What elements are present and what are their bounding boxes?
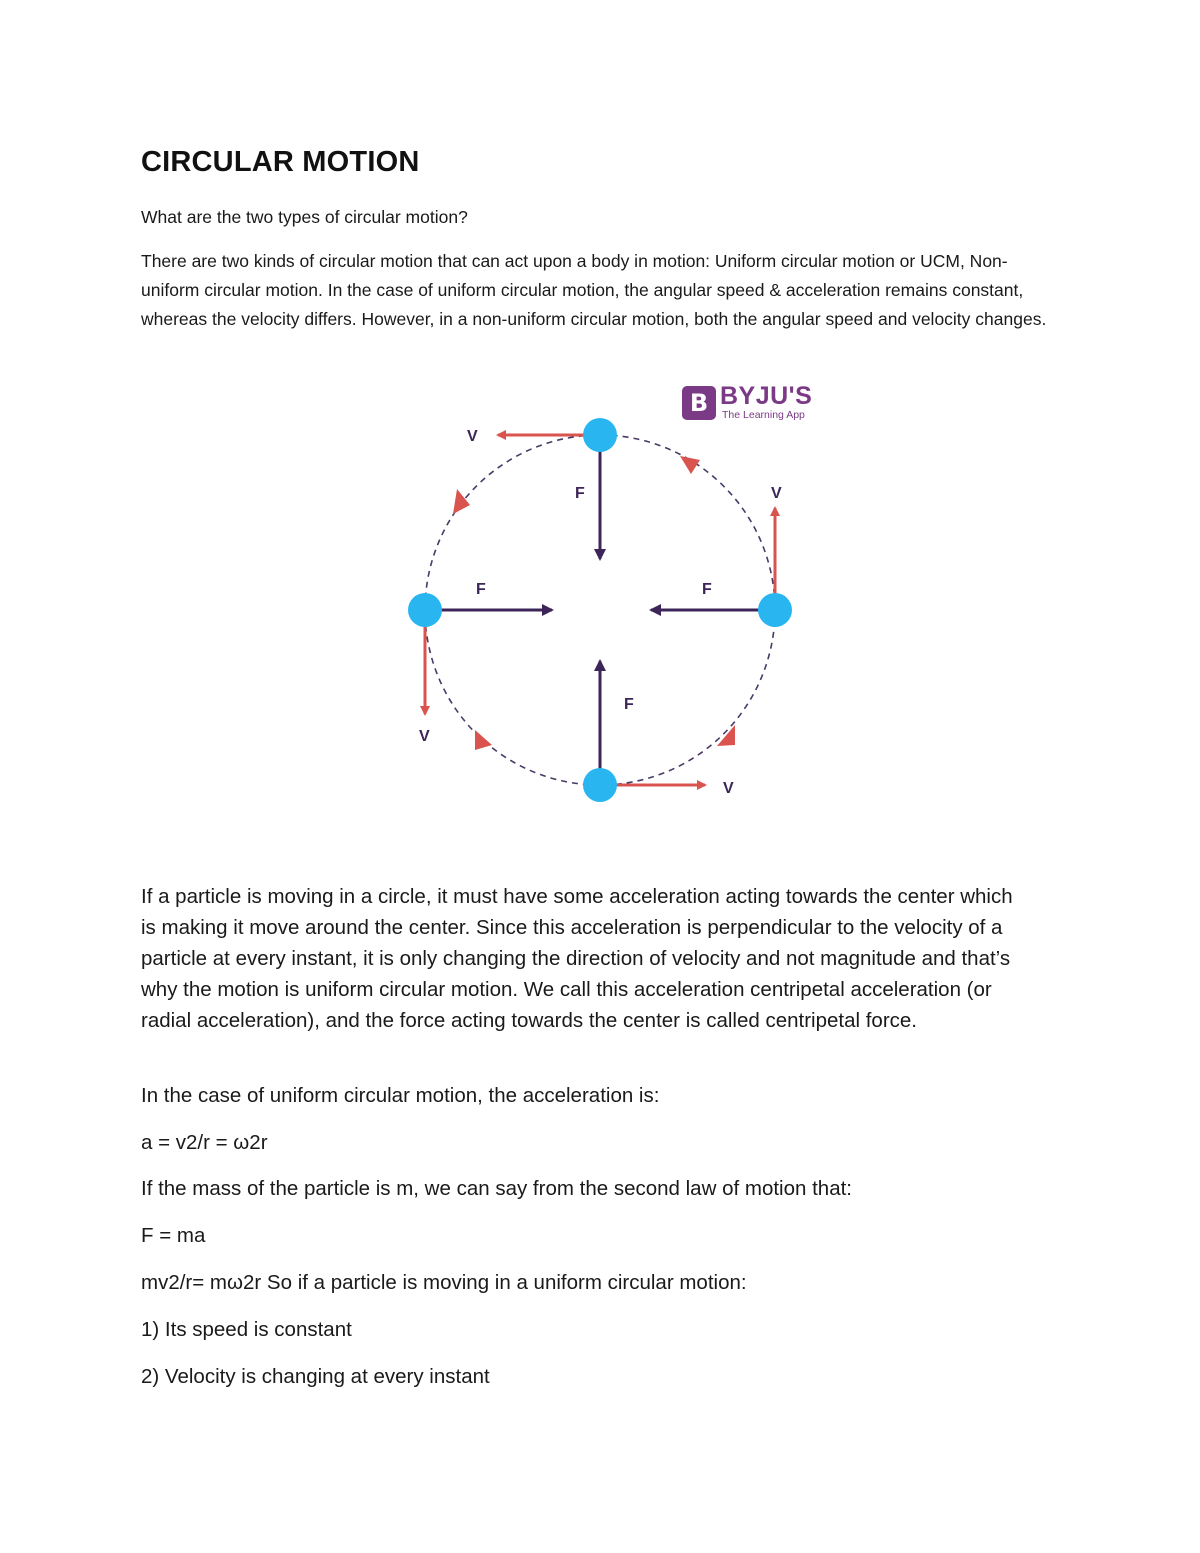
logo-name: BYJU'S [720, 382, 813, 410]
page-title: CIRCULAR MOTION [141, 146, 420, 178]
force-label-left: F [476, 581, 486, 598]
question-text: What are the two types of circular motion? [141, 207, 468, 227]
intro-paragraph: There are two kinds of circular motion that can act upon a body in motion: Uniform circular motion or UCM, Non-uniform circular motion. In the case of uniform circular motion, the angular speed & acceleration remains constant, whereas the velocity differs. However, in a non-uniform circular motion, both the angular speed and velocity changes. [141, 251, 1047, 329]
velocity-label-right: V [771, 485, 782, 502]
force-label-right: F [702, 581, 712, 598]
velocity-label-bottom: V [723, 780, 734, 797]
point-1: 1) Its speed is constant [141, 1318, 352, 1341]
body-bottom [583, 768, 617, 802]
uniform-case-line: In the case of uniform circular motion, the acceleration is: [141, 1084, 660, 1107]
direction-arrow-top-left [453, 489, 470, 514]
logo-badge-icon: B [682, 386, 716, 420]
velocity-label-top: V [467, 428, 478, 445]
velocity-label-left: V [419, 728, 430, 745]
body-left [408, 593, 442, 627]
mass-case-line: If the mass of the particle is m, we can say from the second law of motion that: [141, 1177, 852, 1200]
logo-tagline: The Learning App [722, 409, 805, 421]
formula-acceleration: a = v2/r = ω2r [141, 1131, 268, 1154]
formula-mv: mv2/r= mω2r So if a particle is moving in a uniform circular motion: [141, 1271, 747, 1294]
direction-arrow-bottom-left [475, 730, 492, 750]
body-paragraph: If a particle is moving in a circle, it must have some acceleration acting towards the center which is making it move around the center. Since this acceleration is perpendicular to the velocity of a particle at every instant, it is only changing the direction of velocity and not magnitude and that’s why the motion is uniform circular motion. We call this acceleration centripetal acceleration (or radial acceleration), and the force acting towards the center is called centripetal force. [141, 885, 1013, 1032]
circular-motion-diagram [395, 378, 835, 808]
formula-force: F = ma [141, 1224, 206, 1247]
direction-arrow-bottom-right [717, 725, 735, 746]
force-label-top: F [575, 485, 585, 502]
force-label-bottom: F [624, 696, 634, 713]
body-right [758, 593, 792, 627]
point-2: 2) Velocity is changing at every instant [141, 1365, 490, 1388]
body-top [583, 418, 617, 452]
